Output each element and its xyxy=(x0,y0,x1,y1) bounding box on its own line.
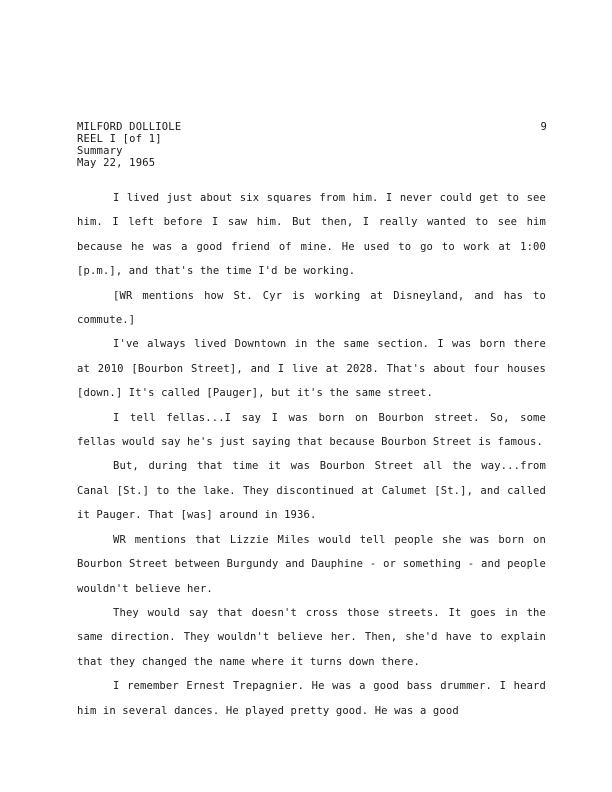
interviewee-name: MILFORD DOLLIOLE xyxy=(77,121,182,133)
paragraph: I've always lived Downtown in the same section. I was born there at 2010 [Bourbon Street], and I live at 2028. That's about four houses [down.] It's called [Pauger], but it's the same street. xyxy=(77,338,546,400)
section-label: Summary xyxy=(77,145,123,157)
page-number: 9 xyxy=(540,121,547,133)
paragraph: [WR mentions how St. Cyr is working at Disneyland, and has to commute.] xyxy=(77,289,546,327)
reel-label: REEL I [of 1] xyxy=(77,133,162,145)
page-header xyxy=(77,121,547,169)
paragraph: But, during that time it was Bourbon Street all the way...from Canal [St.] to the lake. They discontinued at Calumet [St.], and called it Pauger. That [was] around in 1936. xyxy=(77,460,546,522)
paragraph: They would say that doesn't cross those streets. It goes in the same direction. They wouldn't believe her. Then, she'd have to explain that they changed the name where it turns down there. xyxy=(77,606,546,668)
paragraph: WR mentions that Lizzie Miles would tell people she was born on Bourbon Street between Burgundy and Dauphine - or something - and people wouldn't believe her. xyxy=(77,533,546,595)
paragraph: I tell fellas...I say I was born on Bourbon street. So, some fellas would say he's just saying that because Bourbon Street is famous. xyxy=(77,411,546,449)
paragraph: I lived just about six squares from him. I never could get to see him. I left before I saw him. But then, I really wanted to see him because he was a good friend of mine. He used to go to work at 1:00 [p.m.], and that's the time I'd be working. xyxy=(77,192,546,278)
transcript-body xyxy=(77,186,546,723)
interview-date: May 22, 1965 xyxy=(77,157,156,169)
paragraph: I remember Ernest Trepagnier. He was a good bass drummer. I heard him in several dances. He played pretty good. He was a good xyxy=(77,680,546,717)
